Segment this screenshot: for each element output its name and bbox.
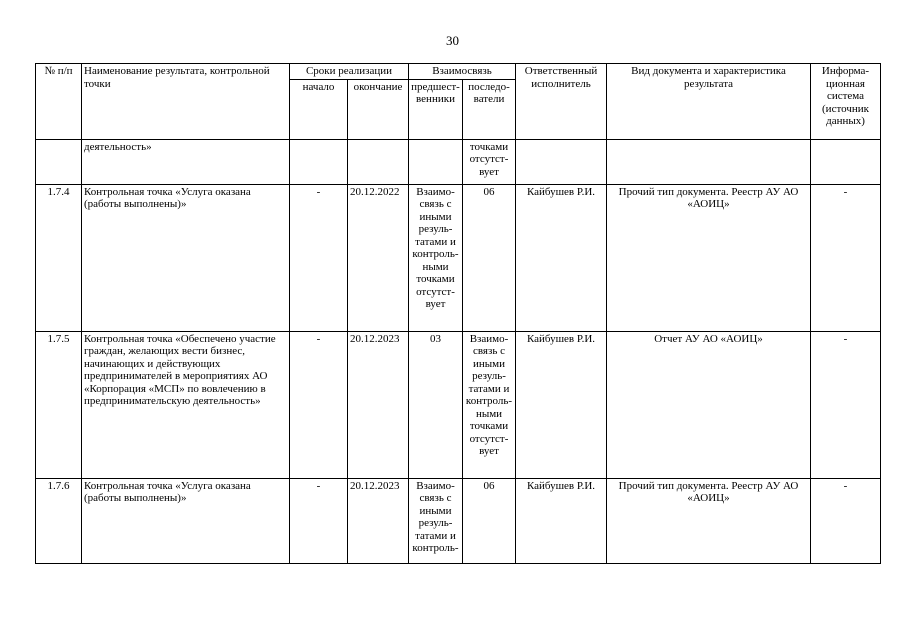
cell-end: 20.12.2023 (348, 331, 409, 478)
cell-start: - (290, 478, 348, 563)
cell-predecessors (409, 139, 463, 184)
header-predecessors: предшест-венники (409, 79, 463, 139)
cell-doc-type: Отчет АУ АО «АОИЦ» (607, 331, 811, 478)
cell-name: деятельность» (82, 139, 290, 184)
cell-num: 1.7.4 (36, 184, 82, 331)
cell-doc-type: Прочий тип документа. Реестр АУ АО «АОИЦ» (607, 478, 811, 563)
cell-responsible: Кайбушев Р.И. (516, 478, 607, 563)
cell-info-system: - (811, 478, 881, 563)
cell-start: - (290, 184, 348, 331)
cell-name: Контрольная точка «Обеспечено участие граждан, желающих вести бизнес, начинающих и действующих предпринимателей в мероприятиях АО «Корпорация «МСП» по вовлечению в предпринимательскую деятельность» (82, 331, 290, 478)
table-row-continuation (36, 139, 881, 184)
cell-successors: Взаимо-связь с иными резуль-татами и контроль-ными точками отсутст-вует (463, 331, 516, 478)
header-end: окончание (348, 79, 409, 139)
table-row (36, 184, 881, 331)
cell-info-system: - (811, 331, 881, 478)
header-start: начало (290, 79, 348, 139)
header-link-group: Взаимосвязь (409, 64, 516, 80)
page-number: 30 (446, 33, 459, 48)
cell-num: 1.7.5 (36, 331, 82, 478)
table-header (36, 64, 881, 140)
cell-successors: 06 (463, 478, 516, 563)
table-row (36, 478, 881, 563)
cell-info-system (811, 139, 881, 184)
cell-start (290, 139, 348, 184)
cell-predecessors: Взаимо-связь с иными резуль-татами и контроль- (409, 478, 463, 563)
plan-table (35, 63, 881, 564)
header-successors: последо-ватели (463, 79, 516, 139)
cell-doc-type (607, 139, 811, 184)
cell-predecessors: 03 (409, 331, 463, 478)
header-name: Наименование результата, контрольной точки (82, 64, 290, 140)
header-terms-group: Сроки реализации (290, 64, 409, 80)
cell-successors: точками отсутст-вует (463, 139, 516, 184)
cell-end: 20.12.2022 (348, 184, 409, 331)
cell-responsible (516, 139, 607, 184)
cell-name: Контрольная точка «Услуга оказана (работы выполнены)» (82, 478, 290, 563)
header-info-system: Информа-ционная система (источник данных) (811, 64, 881, 140)
cell-responsible: Кайбушев Р.И. (516, 184, 607, 331)
cell-num: 1.7.6 (36, 478, 82, 563)
cell-name: Контрольная точка «Услуга оказана (работы выполнены)» (82, 184, 290, 331)
header-num: № п/п (36, 64, 82, 140)
cell-info-system: - (811, 184, 881, 331)
header-responsible: Ответственный исполнитель (516, 64, 607, 140)
cell-end (348, 139, 409, 184)
cell-responsible: Кайбушев Р.И. (516, 331, 607, 478)
cell-successors: 06 (463, 184, 516, 331)
cell-end: 20.12.2023 (348, 478, 409, 563)
cell-start: - (290, 331, 348, 478)
cell-doc-type: Прочий тип документа. Реестр АУ АО «АОИЦ» (607, 184, 811, 331)
table-row (36, 331, 881, 478)
cell-predecessors: Взаимо-связь с иными резуль-татами и контроль-ными точками отсутст-вует (409, 184, 463, 331)
cell-num (36, 139, 82, 184)
header-doc-type: Вид документа и характеристика результата (607, 64, 811, 140)
